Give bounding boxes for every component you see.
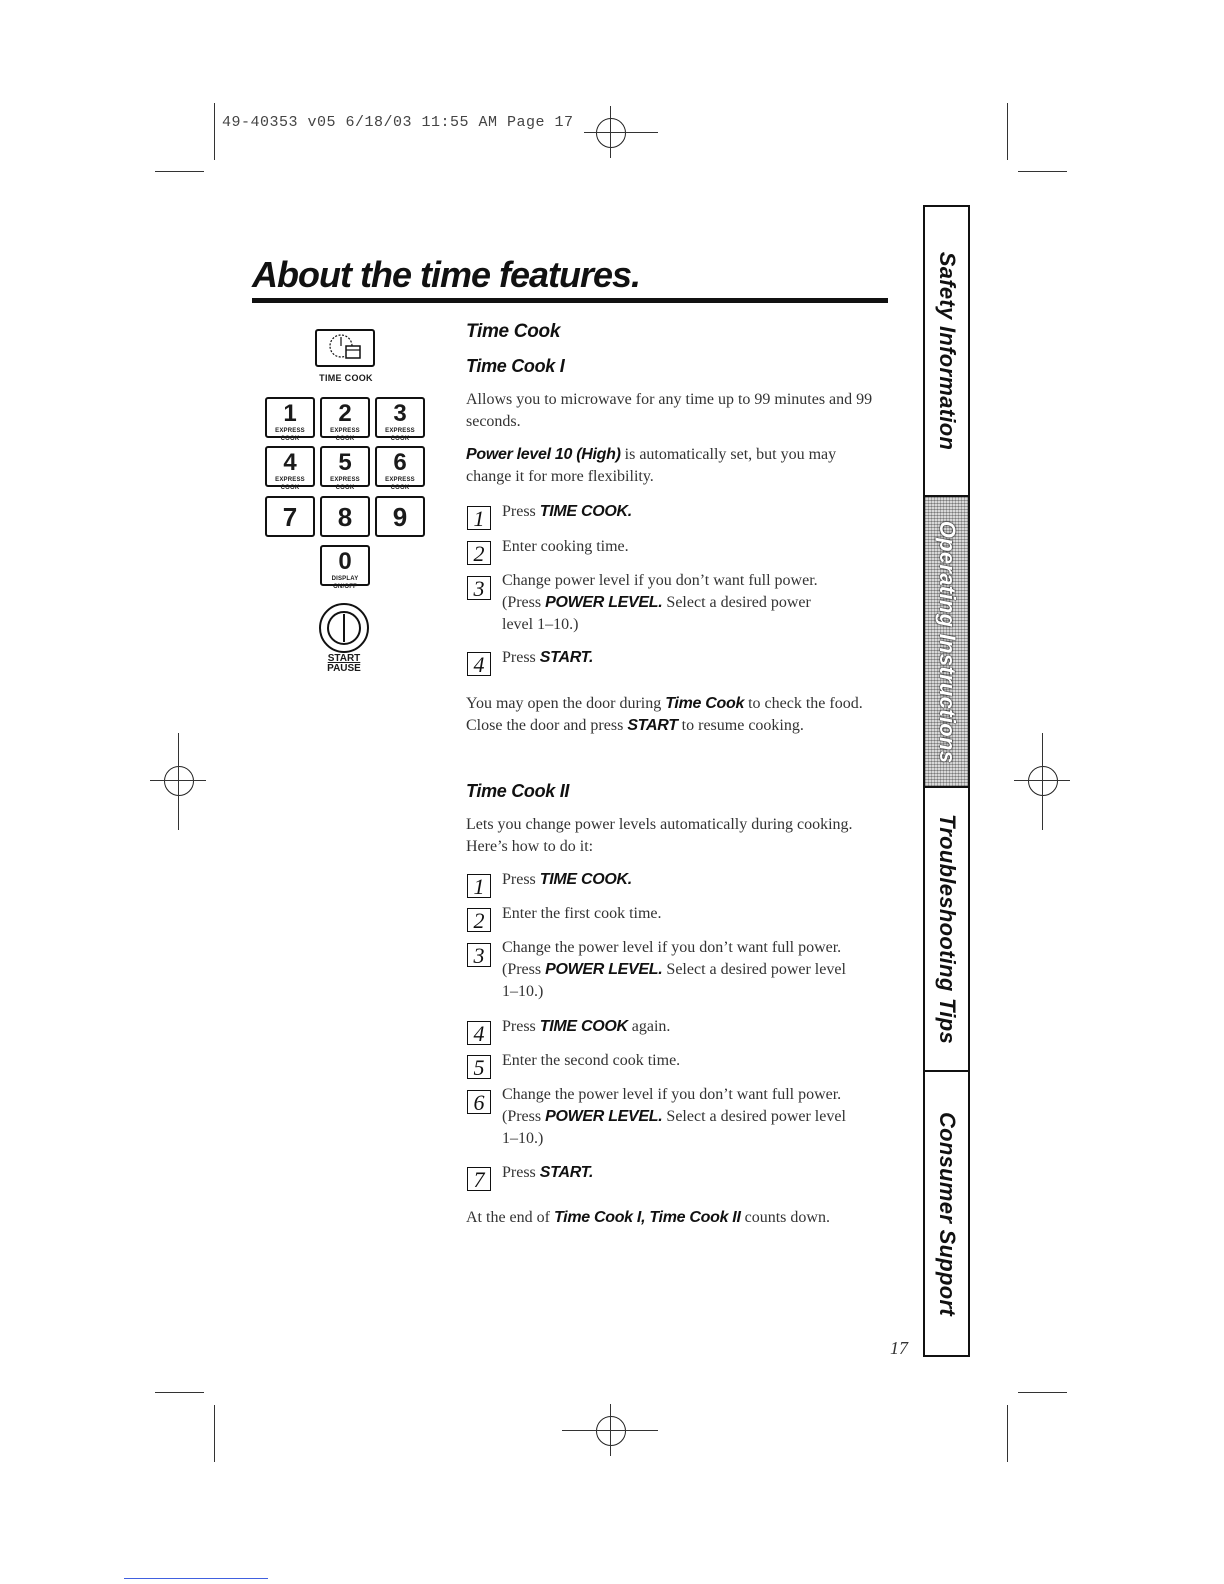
title-rule [252,298,888,303]
step-number-box: 1 [467,874,491,898]
key-9: 9 [375,496,425,537]
registration-mark [1028,766,1058,796]
crop-mark [1018,171,1067,172]
key-7: 7 [265,496,315,537]
tab-label: Safety Information [934,251,960,451]
time-cook-caption: TIME COOK [319,373,373,383]
step-text: Press TIME COOK. [502,871,632,888]
crop-mark [1018,1392,1067,1393]
time-cook-1-door-note: You may open the door during Time Cook to check the food. Close the door and press START to resume cooking. [466,695,863,734]
key-3: 3 EXPRESS COOK [375,397,425,438]
time-cook-2-heading: Time Cook II [466,781,570,801]
step-number-box: 4 [467,1021,491,1045]
crop-mark [214,1405,215,1462]
registration-mark [1042,733,1043,830]
step-number-box: 2 [467,908,491,932]
step-number-box: 1 [467,506,491,530]
clock-cup-icon [317,331,373,365]
step-number-box: 4 [467,652,491,676]
step-text: Change power level if you don’t want full power. (Press POWER LEVEL. Select a desired power level 1–10.) [502,572,818,633]
page-title: About the time features. [252,254,641,295]
key-2: 2 EXPRESS COOK [320,397,370,438]
crop-mark [155,171,204,172]
start-pause-button-icon [318,602,370,654]
page-number: 17 [890,1338,908,1358]
tab-label: Consumer Support [934,1111,960,1316]
step-text: Enter the first cook time. [502,905,662,922]
tab-operating-instructions[interactable] [925,497,968,786]
time-cook-1-power-note: Power level 10 (High) is automatically set, but you may change it for more flexibility. [466,446,837,485]
crop-mark [214,103,215,160]
registration-mark [178,733,179,830]
step-text: Press START. [502,649,594,666]
step-number-box: 5 [467,1055,491,1079]
step-text: Change the power level if you don’t want full power. (Press POWER LEVEL. Select a desired power level 1–10.) [502,1086,846,1147]
section-tabs [923,205,970,1357]
step-text: Press TIME COOK. [502,503,632,520]
registration-mark [562,1430,658,1431]
registration-mark [596,118,626,148]
step-number-box: 6 [467,1090,491,1114]
key-4: 4 EXPRESS COOK [265,446,315,487]
section-title: Time Cook [466,321,561,342]
registration-mark [1014,780,1070,781]
step-text: Press TIME COOK again. [502,1018,671,1035]
time-cook-1-intro: Allows you to microwave for any time up to 99 minutes and 99 seconds. [466,391,873,430]
step-text: Enter the second cook time. [502,1052,681,1069]
key-0: 0 DISPLAY ON/OFF [320,545,370,586]
step-number-box: 7 [467,1167,491,1191]
step-number-box: 3 [467,576,491,600]
step-number-box: 2 [467,541,491,565]
registration-mark [150,780,206,781]
key-5: 5 EXPRESS COOK [320,446,370,487]
scan-artifact-line [124,1578,268,1579]
tab-troubleshooting-tips[interactable] [925,788,968,1070]
step-text: Enter cooking time. [502,538,629,555]
step-number-box: 3 [467,943,491,967]
tab-label: Troubleshooting Tips [934,813,960,1045]
step-text: Press START. [502,1164,594,1181]
tab-label: Operating Instructions [934,520,960,763]
crop-mark [1007,1405,1008,1462]
key-1: 1 EXPRESS COOK [265,397,315,438]
key-8: 8 [320,496,370,537]
start-pause-label: START PAUSE [327,653,361,674]
time-cook-2-intro: Lets you change power levels automatically during cooking. Here’s how to do it: [466,816,853,855]
registration-mark [584,132,658,133]
tab-safety-information[interactable] [925,207,968,495]
time-cook-1-heading: Time Cook I [466,356,565,376]
step-text: Change the power level if you don’t want full power. (Press POWER LEVEL. Select a desired power level 1–10.) [502,939,846,1000]
key-6: 6 EXPRESS COOK [375,446,425,487]
print-slug: 49-40353 v05 6/18/03 11:55 AM Page 17 [222,114,574,131]
registration-mark [164,766,194,796]
time-cook-key [315,329,375,367]
time-cook-end-note: At the end of Time Cook I, Time Cook II counts down. [466,1209,830,1226]
tab-consumer-support[interactable] [925,1072,968,1355]
registration-mark [596,1416,626,1446]
crop-mark [1007,103,1008,160]
crop-mark [155,1392,204,1393]
